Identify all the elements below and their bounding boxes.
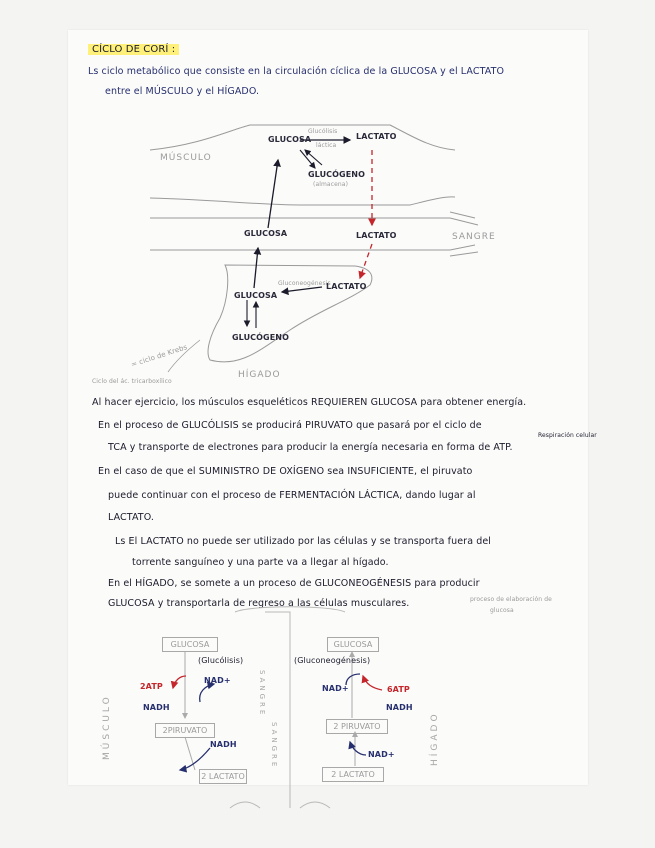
sangre-vertical-top: SANGRE: [258, 670, 266, 718]
glucolisis-label-2: (Glucólisis): [198, 656, 244, 665]
point-2-note: Respiración celular: [538, 432, 597, 439]
lactato-right-box: 2 LACTATO: [322, 767, 384, 782]
point-3b: puede continuar con el proceso de FERMENTACIÓN LÁCTICA, dando lugar al: [108, 490, 476, 501]
point-2a: En el proceso de GLUCÓLISIS se producirá PIRUVATO que pasará por el ciclo de: [98, 420, 482, 431]
point-5b: GLUCOSA y transportarla de regreso a las células musculares.: [108, 598, 410, 609]
lactato-sangre: LACTATO: [356, 231, 397, 240]
atp-right: 6ATP: [387, 685, 410, 694]
nad-plus-right-2: NAD+: [368, 750, 395, 759]
nadh-left: NADH: [143, 703, 170, 712]
piruvato-right-box: 2 PIRUVATO: [326, 719, 388, 734]
gluconeogenesis-label: Gluconeogénesis: [278, 280, 331, 287]
side-note-2: Ciclo del ác. tricarboxílico: [92, 378, 172, 385]
glucosa-higado: GLUCOSA: [234, 291, 278, 300]
point-2b: TCA y transporte de electrones para producir la energía necesaria en forma de ATP.: [108, 442, 513, 453]
point-5a: En el HÍGADO, se somete a un proceso de GLUCONEOGÉNESIS para producir: [108, 578, 480, 589]
side-note: = ciclo de Krebs: [130, 343, 189, 369]
glucosa-right-box: GLUCOSA: [327, 637, 379, 652]
nad-plus-right: NAD+: [322, 684, 349, 693]
point-5-note-1: proceso de elaboración de: [470, 596, 552, 603]
lactato-musculo: LACTATO: [356, 132, 397, 141]
glucosa-musculo: GLUCOSA: [268, 135, 312, 144]
almacena-label: (almacena): [313, 181, 349, 188]
intro-line-2: entre el MÚSCULO y el HÍGADO.: [105, 86, 260, 97]
point-4b: torrente sanguíneo y una parte va a llegar al hígado.: [132, 557, 389, 568]
lactato-left-box: 2 LACTATO: [199, 769, 247, 784]
point-4a: Ls El LACTATO no puede ser utilizado por las células y se transporta fuera del: [115, 536, 492, 547]
point-5-note-2: glucosa: [490, 607, 514, 614]
lactato-higado: LACTATO: [326, 282, 367, 291]
higado-label: HÍGADO: [238, 370, 281, 380]
point-1: Al hacer ejercicio, los músculos esqueléticos REQUIEREN GLUCOSA para obtener energía.: [92, 397, 527, 408]
sangre-vertical-bottom: SANGRE: [270, 722, 278, 770]
nad-plus-left: NAD+: [204, 676, 231, 685]
glucolisis-label: Glucólisis: [308, 128, 338, 135]
sangre-label: SANGRE: [452, 232, 496, 242]
gluconeogenesis-label-2: (Gluconeogénesis): [294, 656, 371, 665]
glucogeno-musculo: GLUCÓGENO: [308, 170, 365, 179]
higado-vertical: HÍGADO: [430, 711, 440, 766]
glucosa-sangre: GLUCOSA: [244, 229, 288, 238]
intro-line-1: Ls ciclo metabólico que consiste en la circulación cíclica de la GLUCOSA y el LACTATO: [88, 66, 505, 77]
atp-left: 2ATP: [140, 682, 163, 691]
lactica-label: láctica: [316, 142, 337, 149]
musculo-vertical: MÚSCULO: [102, 694, 112, 760]
nadh-right: NADH: [386, 703, 413, 712]
musculo-label: MÚSCULO: [160, 153, 212, 163]
piruvato-left-box: 2PIRUVATO: [155, 723, 215, 738]
point-3c: LACTATO.: [108, 512, 155, 523]
glucogeno-higado: GLUCÓGENO: [232, 333, 289, 342]
glucosa-left-box: GLUCOSA: [162, 637, 218, 652]
point-3a: En el caso de que el SUMINISTRO DE OXÍGENO sea INSUFICIENTE, el piruvato: [98, 466, 473, 477]
page-title: CÍCLO DE CORÍ :: [88, 44, 179, 55]
nadh-left-2: NADH: [210, 740, 237, 749]
